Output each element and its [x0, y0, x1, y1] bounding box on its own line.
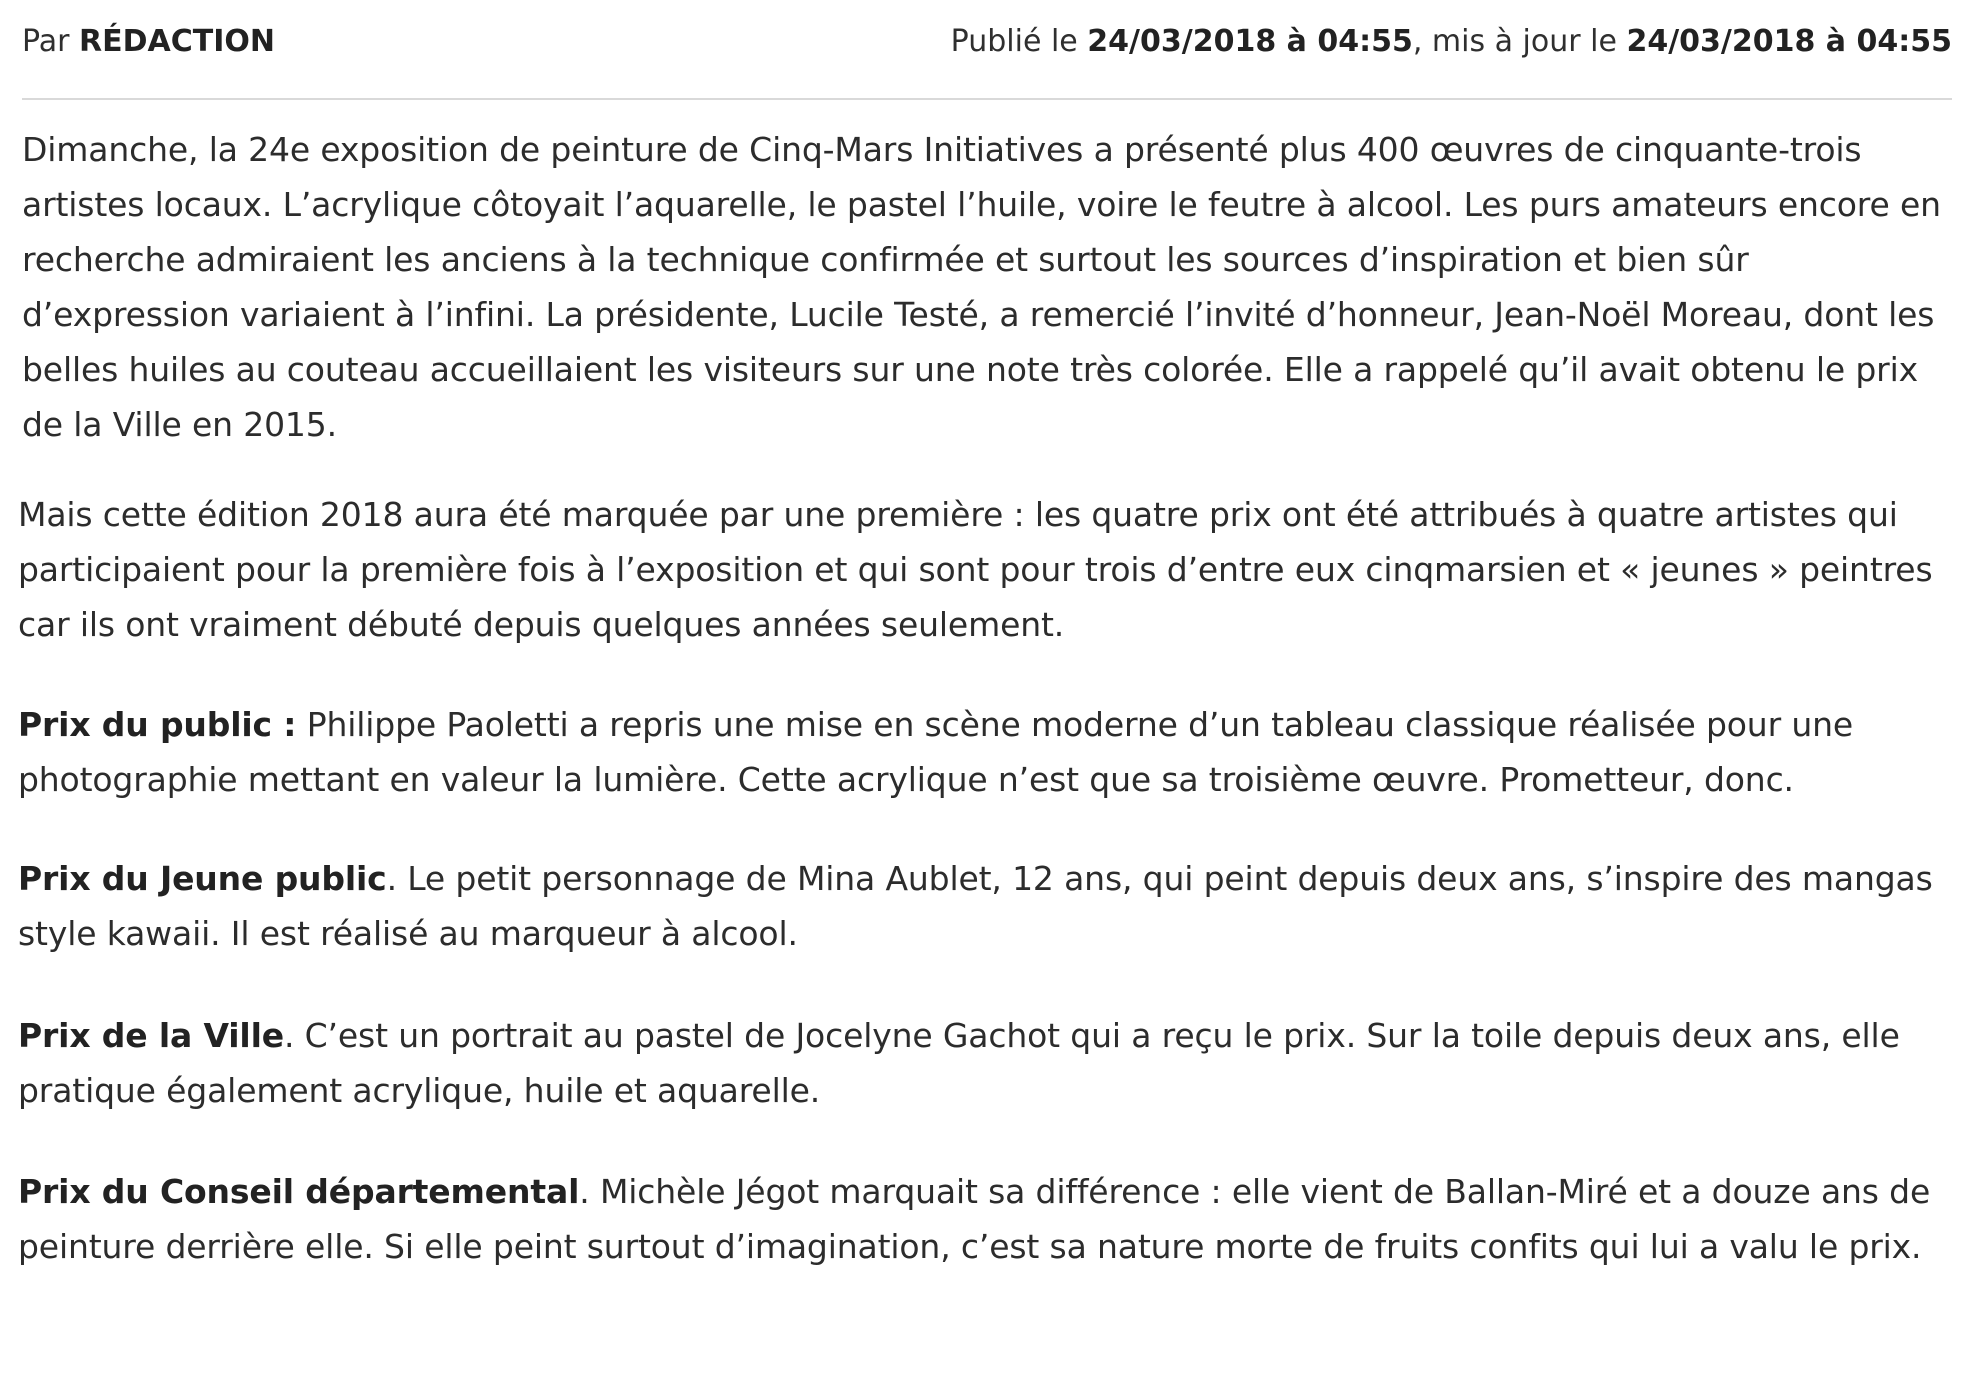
updated-prefix: , mis à jour le	[1412, 24, 1627, 59]
metadata-divider	[22, 98, 1952, 100]
published-prefix: Publié le	[950, 24, 1088, 59]
young-public-prize-label: Prix du Jeune public	[18, 859, 387, 898]
publication-dates	[951, 22, 1952, 62]
published-datetime: 24/03/2018 à 04:55	[1087, 24, 1413, 59]
public-prize-paragraph	[18, 697, 1963, 807]
department-council-prize-text: . Michèle Jégot marquait sa différence : elle vient de Ballan-Miré et a douze ans de peinture derrière elle. Si elle peint surtout d’imagination, c’est sa nature morte de fruits confits qui lui a valu le prix.	[18, 1172, 1931, 1266]
public-prize-label: Prix du public :	[18, 705, 297, 744]
updated-datetime: 24/03/2018 à 04:55	[1626, 24, 1952, 59]
department-council-prize-label: Prix du Conseil départemental	[18, 1172, 580, 1211]
young-public-prize-paragraph	[18, 851, 1963, 961]
edition-paragraph	[18, 487, 1963, 652]
intro-paragraph-text: Dimanche, la 24e exposition de peinture de Cinq-Mars Initiatives a présenté plus 400 œuvres de cinquante-trois artistes locaux. L’acrylique côtoyait l’aquarelle, le pastel l’huile, voire le feutre à alcool. Les purs amateurs encore en recherche admiraient les anciens à la technique confirmée et surtout les sources d’inspiration et bien sûr d’expression variaient à l’infini. La présidente, Lucile Testé, a remercié l’invité d’honneur, Jean-Noël Moreau, dont les belles huiles au couteau accueillaient les visiteurs sur une note très colorée. Elle a rappelé qu’il avait obtenu le prix de la Ville en 2015.	[22, 130, 1941, 444]
city-prize-paragraph	[18, 1008, 1963, 1118]
byline	[22, 22, 275, 62]
department-council-prize-paragraph	[18, 1164, 1963, 1274]
byline-prefix: Par	[22, 24, 79, 59]
edition-paragraph-text: Mais cette édition 2018 aura été marquée par une première : les quatre prix ont été attribués à quatre artistes qui participaient pour la première fois à l’exposition et qui sont pour trois d’entre eux cinqmarsien et « jeunes » peintres car ils ont vraiment débuté depuis quelques années seulement.	[18, 495, 1933, 644]
article-metadata	[22, 22, 1952, 62]
young-public-prize-text: . Le petit personnage de Mina Aublet, 12 ans, qui peint depuis deux ans, s’inspire des mangas style kawaii. Il est réalisé au marqueur à alcool.	[18, 859, 1933, 953]
public-prize-text: Philippe Paoletti a repris une mise en scène moderne d’un tableau classique réalisée pour une photographie mettant en valeur la lumière. Cette acrylique n’est que sa troisième œuvre. Prometteur, donc.	[18, 705, 1854, 799]
city-prize-label: Prix de la Ville	[18, 1016, 284, 1055]
author-name: RÉDACTION	[79, 24, 275, 59]
city-prize-text: . C’est un portrait au pastel de Jocelyne Gachot qui a reçu le prix. Sur la toile depuis deux ans, elle pratique également acrylique, huile et aquarelle.	[18, 1016, 1900, 1110]
intro-paragraph	[22, 122, 1952, 452]
